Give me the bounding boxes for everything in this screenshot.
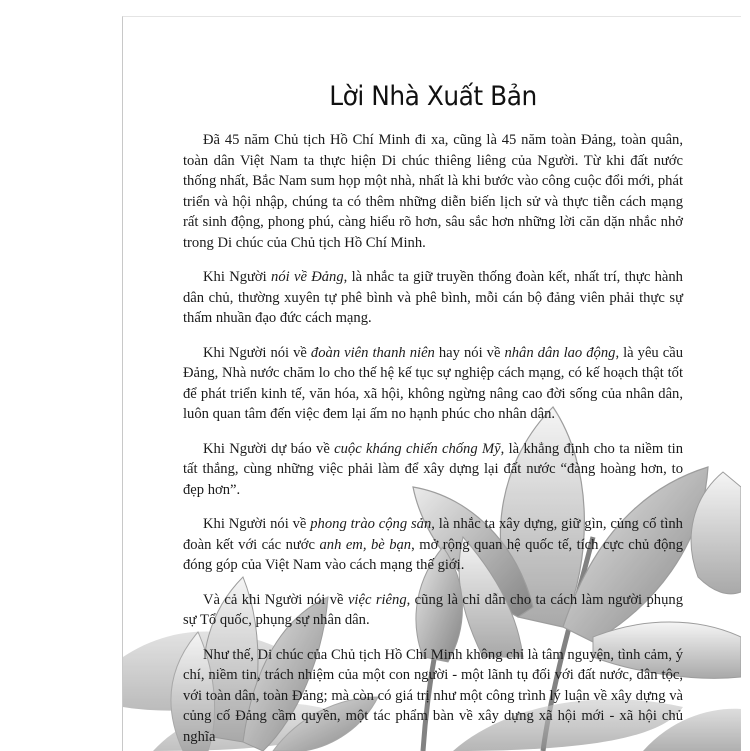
italic-phrase: đoàn viên thanh niên xyxy=(310,344,435,361)
text-run: hay nói về xyxy=(434,344,505,361)
preface-paragraphs xyxy=(183,130,683,747)
italic-phrase: anh em, bè bạn xyxy=(319,536,412,553)
text-run: , là khẳng định cho ta niềm tin tất thắng, cùng những việc phải làm để xây dựng lại đất nước “đàng hoàng hơn, to đẹp hơn”. xyxy=(183,440,683,498)
text-run: Khi Người nói về xyxy=(203,516,311,532)
text-run: Khi Người nói về xyxy=(203,344,311,361)
text-run: , mở rộng quan hệ quốc tế, tích cực chủ động đóng góp của Việt Nam vào cách mạng thế giới. xyxy=(183,536,683,573)
text-run: , cũng là chỉ dẫn cho ta cách làm người phụng sự Tổ quốc, phụng sự nhân dân. xyxy=(183,591,683,628)
text-run: , là yêu cầu Đảng, Nhà nước chăm lo cho thế hệ kế tục sự nghiệp cách mạng, có kế hoạch thật tốt để phát triển kinh tế, văn hóa, xã hội, không ngừng nâng cao đời sống của nhân dân, luôn quan tâm đến việc đem lại ấm no hạnh phúc cho nhân dân. xyxy=(183,344,684,422)
italic-phrase: nhân dân lao động xyxy=(504,344,616,361)
text-run: , là nhắc ta giữ truyền thống đoàn kết, nhất trí, thực hành dân chủ, thường xuyên tự phê bình và phê bình, mỗi cán bộ đảng viên phải thực sự thấm nhuần đạo đức cách mạng. xyxy=(183,269,683,326)
page-title: Lời Nhà Xuất Bản xyxy=(329,81,537,112)
paragraph xyxy=(183,590,683,631)
italic-phrase: phong trào cộng sản xyxy=(310,516,432,532)
text-run: Như thế, Di chúc của Chủ tịch Hồ Chí Minh không chỉ là tâm nguyện, tình cảm, ý chí, niềm tin, trách nhiệm của một con người - một lãnh tụ đối với đất nước, dân tộc, với toàn dân, toàn Đảng; mà còn có giá trị như một công trình lý luận về xây dựng và củng cố Đảng cầm quyền, một tác phẩm bàn về xây dựng xã hội mới - xã hội chủ nghĩa xyxy=(183,646,683,745)
italic-phrase: nói về Đảng xyxy=(271,269,344,285)
paragraph xyxy=(183,514,683,576)
paragraph xyxy=(183,130,683,253)
text-run: Đã 45 năm Chủ tịch Hồ Chí Minh đi xa, cũng là 45 năm toàn Đảng, toàn quân, toàn dân Việt Nam ta thực hiện Di chúc thiêng liêng của Người. Từ khi đất nước thống nhất, Bắc Nam sum họp một nhà, nhất là khi bước vào công cuộc đổi mới, phát triển và hội nhập, chúng ta có thêm những diễn biến lịch sử và thực tiễn cách mạng rất sinh động, phong phú, càng hiểu rõ hơn, sâu sắc hơn những lời căn dặn nhắc nhở trong Di chúc của Chủ tịch Hồ Chí Minh. xyxy=(183,132,683,251)
text-run: Khi Người dự báo về xyxy=(203,440,335,457)
text-run: Và cả khi Người nói về xyxy=(203,591,348,608)
preface-content xyxy=(183,81,683,751)
italic-phrase: cuộc kháng chiến chống Mỹ xyxy=(334,440,501,457)
paragraph xyxy=(183,645,683,748)
text-run: , là nhắc ta xây dựng, giữ gìn, củng cố tình đoàn kết với các nước xyxy=(183,516,683,553)
text-run: Khi Người xyxy=(203,269,272,285)
paragraph xyxy=(183,343,683,425)
book-page xyxy=(122,16,741,751)
paragraph xyxy=(183,439,683,501)
paragraph xyxy=(183,267,683,329)
italic-phrase: việc riêng xyxy=(347,591,407,608)
